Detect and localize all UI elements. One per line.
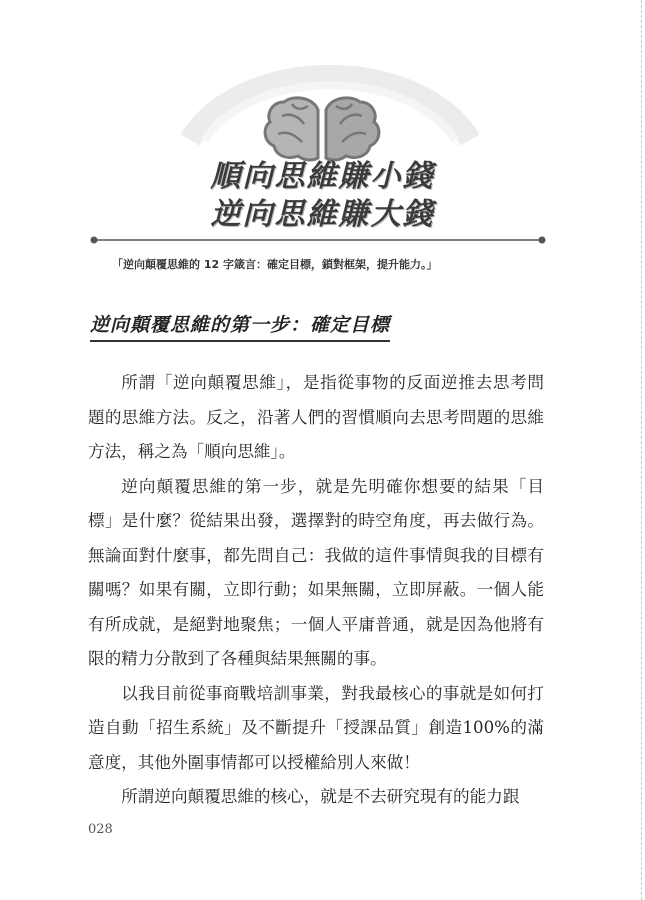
section-heading: 逆向顛覆思維的第一步：確定目標 bbox=[90, 310, 390, 342]
page-number: 028 bbox=[88, 822, 113, 837]
paragraph: 所謂逆向顛覆思維的核心，就是不去研究現有的能力跟 bbox=[121, 787, 520, 806]
body-text bbox=[88, 366, 544, 815]
chapter-title bbox=[0, 158, 645, 234]
paragraph: 逆向顛覆思維的第一步，就是先明確你想要的結果「目標」是什麼？從結果出發，選擇對的時空角度，再去做行為。無論面對什麼事，都先問自己：我做的這件事情與我的目標有關嗎？如果有關，立即行動；如果無關，立即屏蔽。一個人能有所成就，是絕對地聚焦；一個人平庸普通，就是因為他將有限的精力分散到了各種與結果無關的事。 bbox=[88, 476, 544, 668]
quote-text: 「逆向顛覆思維的 12 字箴言：確定目標，鎖對框架，提升能力。」 bbox=[112, 258, 438, 271]
title-line-2: 逆向思維賺大錢 bbox=[210, 197, 435, 232]
paragraph: 所謂「逆向顛覆思維」，是指從事物的反面逆推去思考問題的思維方法。反之，沿著人們的習慣順向去思考問題的思維方法，稱之為「順向思維」。 bbox=[88, 373, 544, 461]
title-line-1: 順向思維賺小錢 bbox=[210, 159, 435, 194]
divider bbox=[90, 236, 546, 244]
paragraph: 以我目前從事商戰培訓事業，對我最核心的事就是如何打造自動「招生系統」及不斷提升「授課品質」創造100%的滿意度，其他外圍事情都可以授權給別人來做！ bbox=[88, 683, 544, 772]
brain-icon bbox=[265, 98, 379, 160]
